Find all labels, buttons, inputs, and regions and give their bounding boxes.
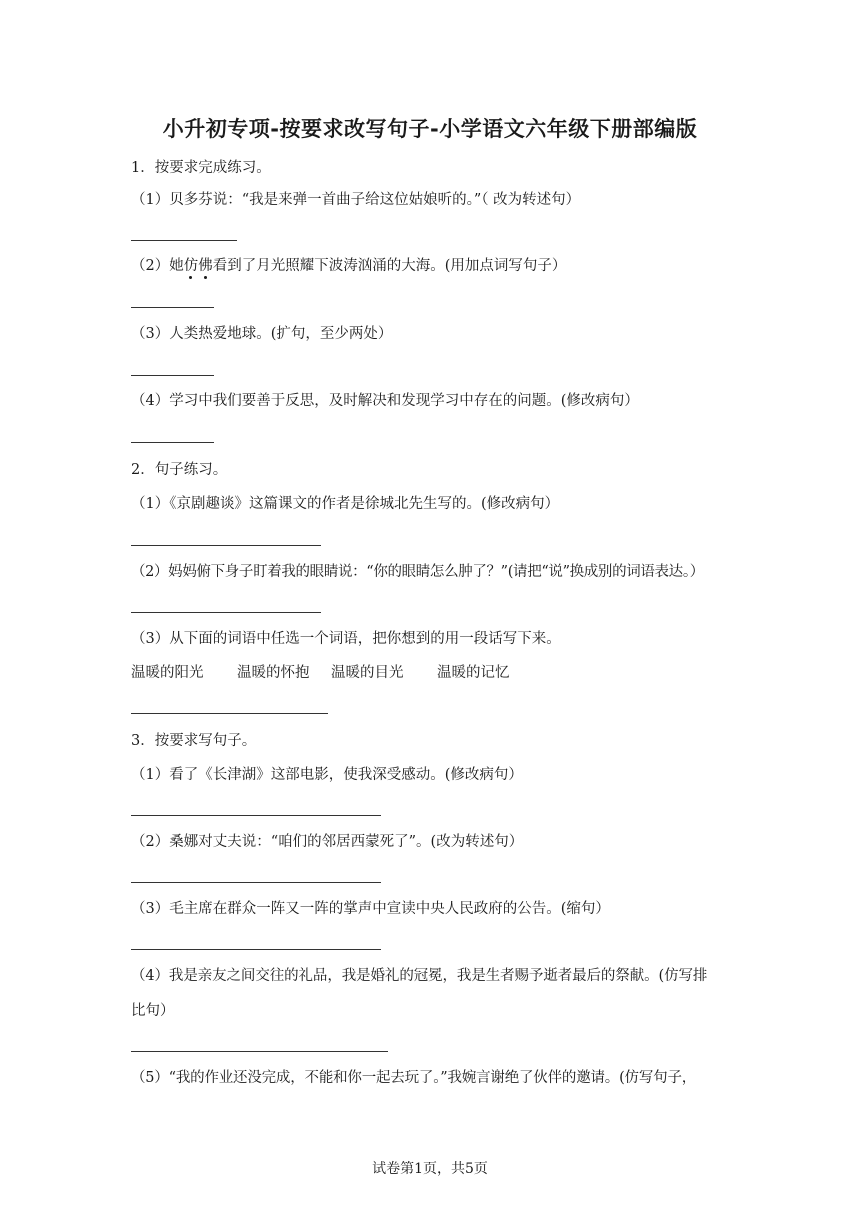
question-3-item-2: （2）桑娜对丈夫说：“咱们的邻居西蒙死了”。(改为转述句） (131, 834, 524, 850)
question-3-heading: 3．按要求写句子。 (131, 733, 257, 749)
question-1-heading: 1．按要求完成练习。 (131, 160, 271, 176)
question-3-item-1: （1）看了《长津湖》这部电影，使我深受感动。(修改病句） (131, 767, 523, 783)
page-title: 小升初专项-按要求改写句子-小学语文六年级下册部编版 (162, 117, 698, 141)
question-2-heading: 2．句子练习。 (131, 462, 228, 478)
question-1-item-4: （4）学习中我们要善于反思，及时解决和发现学习中存在的问题。(修改病句） (131, 393, 639, 409)
word-choice: 温暖的记忆 (437, 665, 510, 681)
question-3-item-3: （3）毛主席在群众一阵又一阵的掌声中宣读中央人民政府的公告。(缩句） (131, 901, 610, 917)
answer-blank[interactable] (131, 307, 214, 308)
dotted-char: 佛 (198, 258, 213, 274)
word-choices (131, 663, 510, 683)
question-3-item-4: （4）我是亲友之间交往的礼品，我是婚礼的冠冕，我是生者赐予逝者最后的祭献。(仿写排 (131, 968, 708, 984)
answer-blank[interactable] (131, 713, 328, 714)
answer-blank[interactable] (131, 240, 237, 241)
word-choice: 温暖的怀抱 (237, 665, 310, 681)
answer-blank[interactable] (131, 815, 381, 816)
question-2-item-3: （3）从下面的词语中任选一个词语，把你想到的用一段话写下来。 (131, 631, 561, 647)
item-text: 看到了月光照耀下波涛汹涌的大海。(用加点词写句子） (212, 258, 567, 274)
question-1-item-2 (131, 256, 566, 276)
word-choice: 温暖的阳光 (131, 665, 204, 681)
word-choice: 温暖的目光 (331, 665, 404, 681)
answer-blank[interactable] (131, 545, 321, 546)
answer-blank[interactable] (131, 882, 381, 883)
question-3-item-5: （5）“我的作业还没完成，不能和你一起去玩了。”我婉言谢绝了伙伴的邀请。(仿写句子， (131, 1070, 697, 1086)
answer-blank[interactable] (131, 375, 214, 376)
question-2-item-1: （1）《京剧趣谈》这篇课文的作者是徐城北先生写的。(修改病句） (131, 496, 560, 512)
question-1-item-3: （3）人类热爱地球。(扩句，至少两处） (131, 326, 393, 342)
answer-blank[interactable] (131, 612, 321, 613)
page-footer: 试卷第1页，共5页 (372, 1161, 488, 1177)
question-3-item-4-cont: 比句） (131, 1003, 175, 1019)
answer-blank[interactable] (131, 442, 214, 443)
item-text: （2）她 (131, 258, 184, 274)
dotted-char: 仿 (183, 258, 199, 274)
question-1-item-1: （1）贝多芬说：“我是来弹一首曲子给这位姑娘听的。”（ 改为转述句） (131, 192, 581, 208)
question-2-item-2: （2）妈妈俯下身子盯着我的眼睛说：“你的眼睛怎么肿了？”(请把“说”换成别的词语表达。） (131, 564, 704, 580)
answer-blank[interactable] (131, 949, 381, 950)
answer-blank[interactable] (131, 1051, 388, 1052)
